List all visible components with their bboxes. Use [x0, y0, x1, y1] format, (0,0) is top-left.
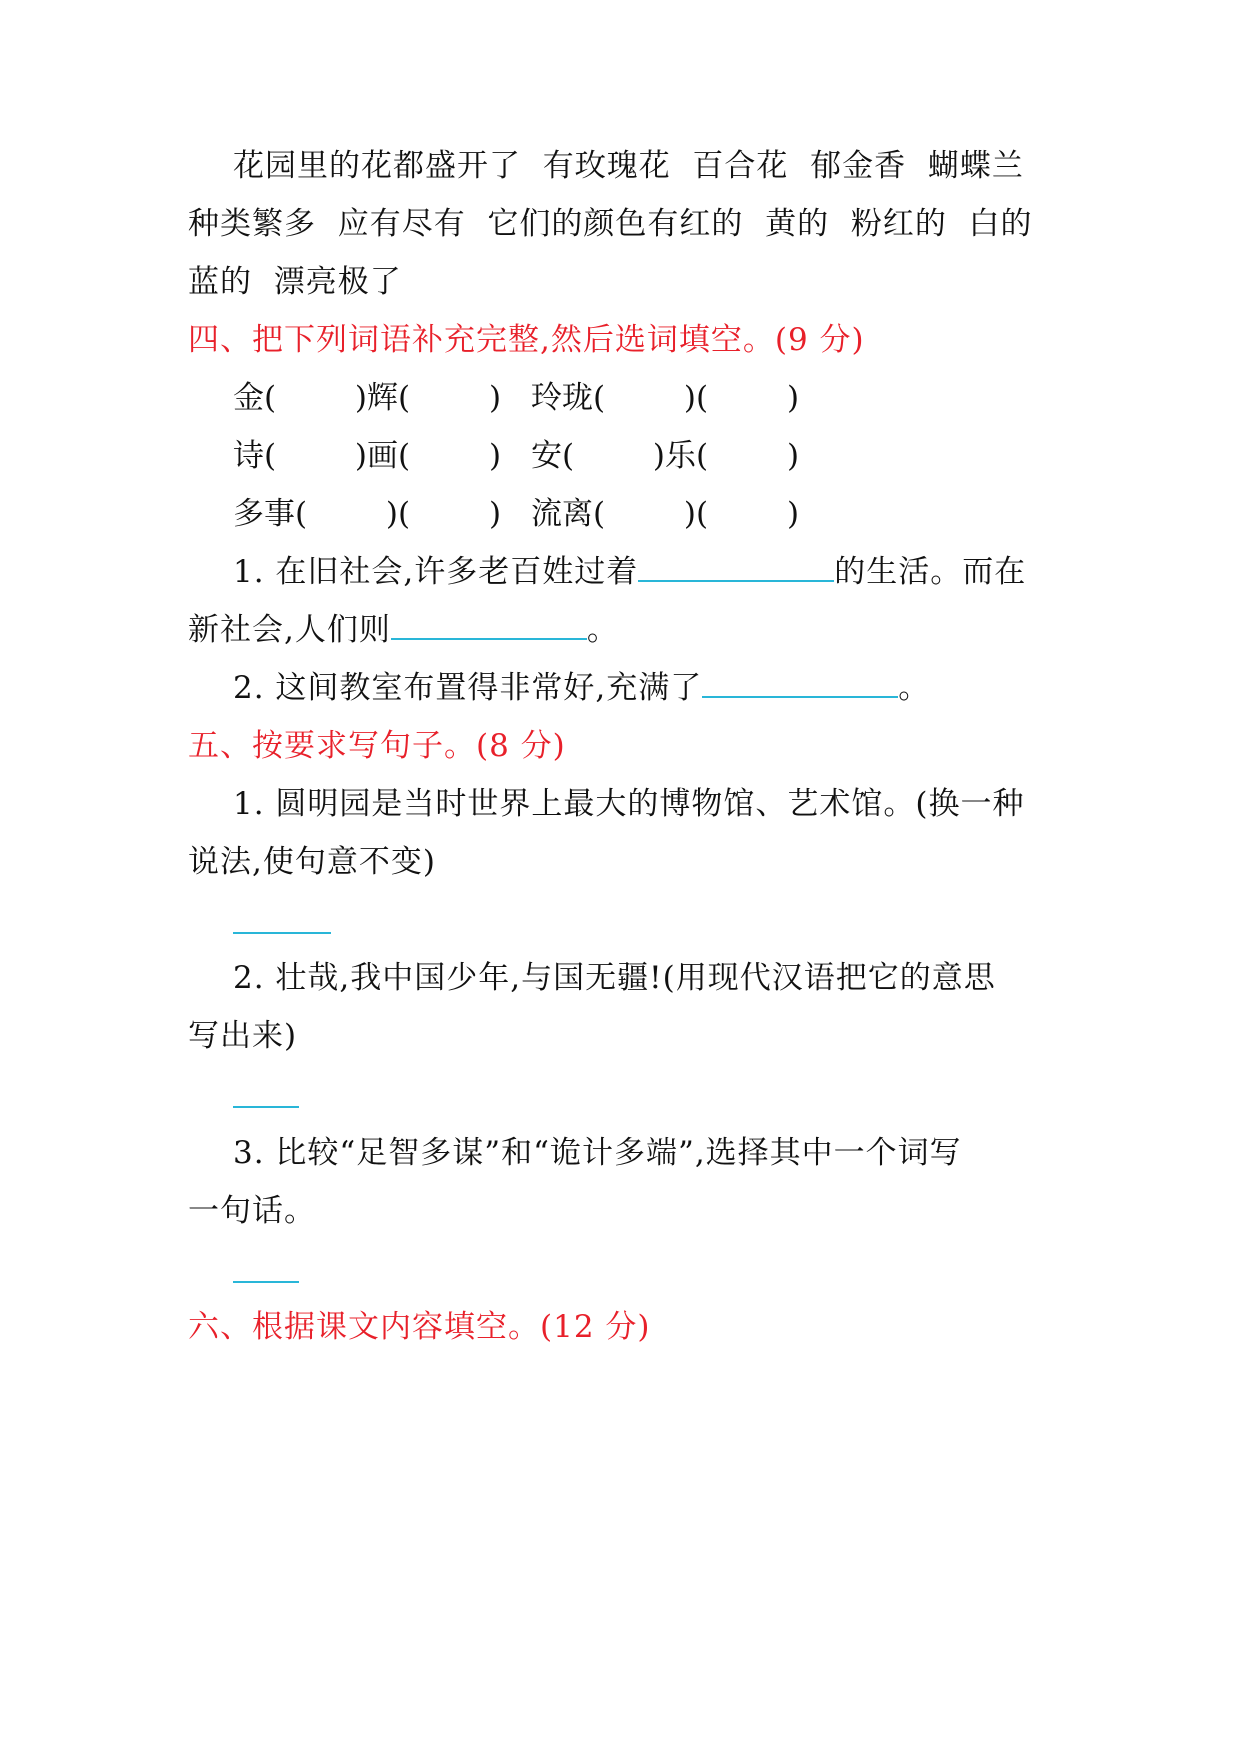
section-5-heading: 五、按要求写句子。(8 分): [188, 728, 566, 764]
question-text: 。: [586, 612, 619, 648]
question-text: 。: [898, 670, 931, 706]
section-5-question-3-line-1: 3. 比较“足智多谋”和“诡计多端”,选择其中一个词写: [233, 1135, 962, 1171]
answer-blank-1[interactable]: [233, 932, 331, 934]
idiom-blank-item[interactable]: 玲珑( )( ): [531, 380, 800, 416]
section-6-heading: 六、根据课文内容填空。(12 分): [188, 1309, 651, 1345]
section-5-question-1-line-1: 1. 圆明园是当时世界上最大的博物馆、艺术馆。(换一种: [233, 786, 1025, 822]
idiom-blank-item[interactable]: 安( )乐( ): [531, 438, 800, 474]
question-text: 2. 这间教室布置得非常好,充满了: [233, 670, 703, 706]
section-4-question-1-line-1: [233, 552, 1133, 592]
idiom-blank-item[interactable]: 金( )辉( ): [233, 380, 502, 416]
section-5-question-1-line-2: 说法,使句意不变): [188, 844, 436, 880]
answer-blank[interactable]: [391, 632, 587, 640]
passage-line-2: 种类繁多 应有尽有 它们的颜色有红的 黄的 粉红的 白的: [188, 206, 1033, 242]
passage-line-3: 蓝的 漂亮极了: [188, 264, 402, 300]
question-text: 1. 在旧社会,许多老百姓过着: [233, 554, 639, 590]
section-5-question-3-line-2: 一句话。: [188, 1193, 316, 1229]
passage-line-1: 花园里的花都盛开了 有玫瑰花 百合花 郁金香 蝴蝶兰: [233, 148, 1024, 184]
answer-blank[interactable]: [638, 574, 834, 582]
answer-blank-3[interactable]: [233, 1281, 299, 1283]
question-text: 新社会,人们则: [188, 612, 391, 648]
question-text: 的生活。而在: [834, 554, 1027, 590]
section-4-question-2: [233, 668, 1133, 708]
idiom-blank-item[interactable]: 诗( )画( ): [233, 438, 502, 474]
answer-blank-2[interactable]: [233, 1106, 299, 1108]
idiom-blank-item[interactable]: 多事( )( ): [233, 496, 502, 532]
idiom-blank-item[interactable]: 流离( )( ): [531, 496, 800, 532]
section-5-question-2-line-1: 2. 壮哉,我中国少年,与国无疆!(用现代汉语把它的意思: [233, 960, 996, 996]
answer-blank[interactable]: [702, 690, 898, 698]
section-4-heading: 四、把下列词语补充完整,然后选词填空。(9 分): [188, 322, 865, 358]
section-5-question-2-line-2: 写出来): [188, 1018, 298, 1054]
section-4-question-1-line-2: [188, 610, 1088, 650]
